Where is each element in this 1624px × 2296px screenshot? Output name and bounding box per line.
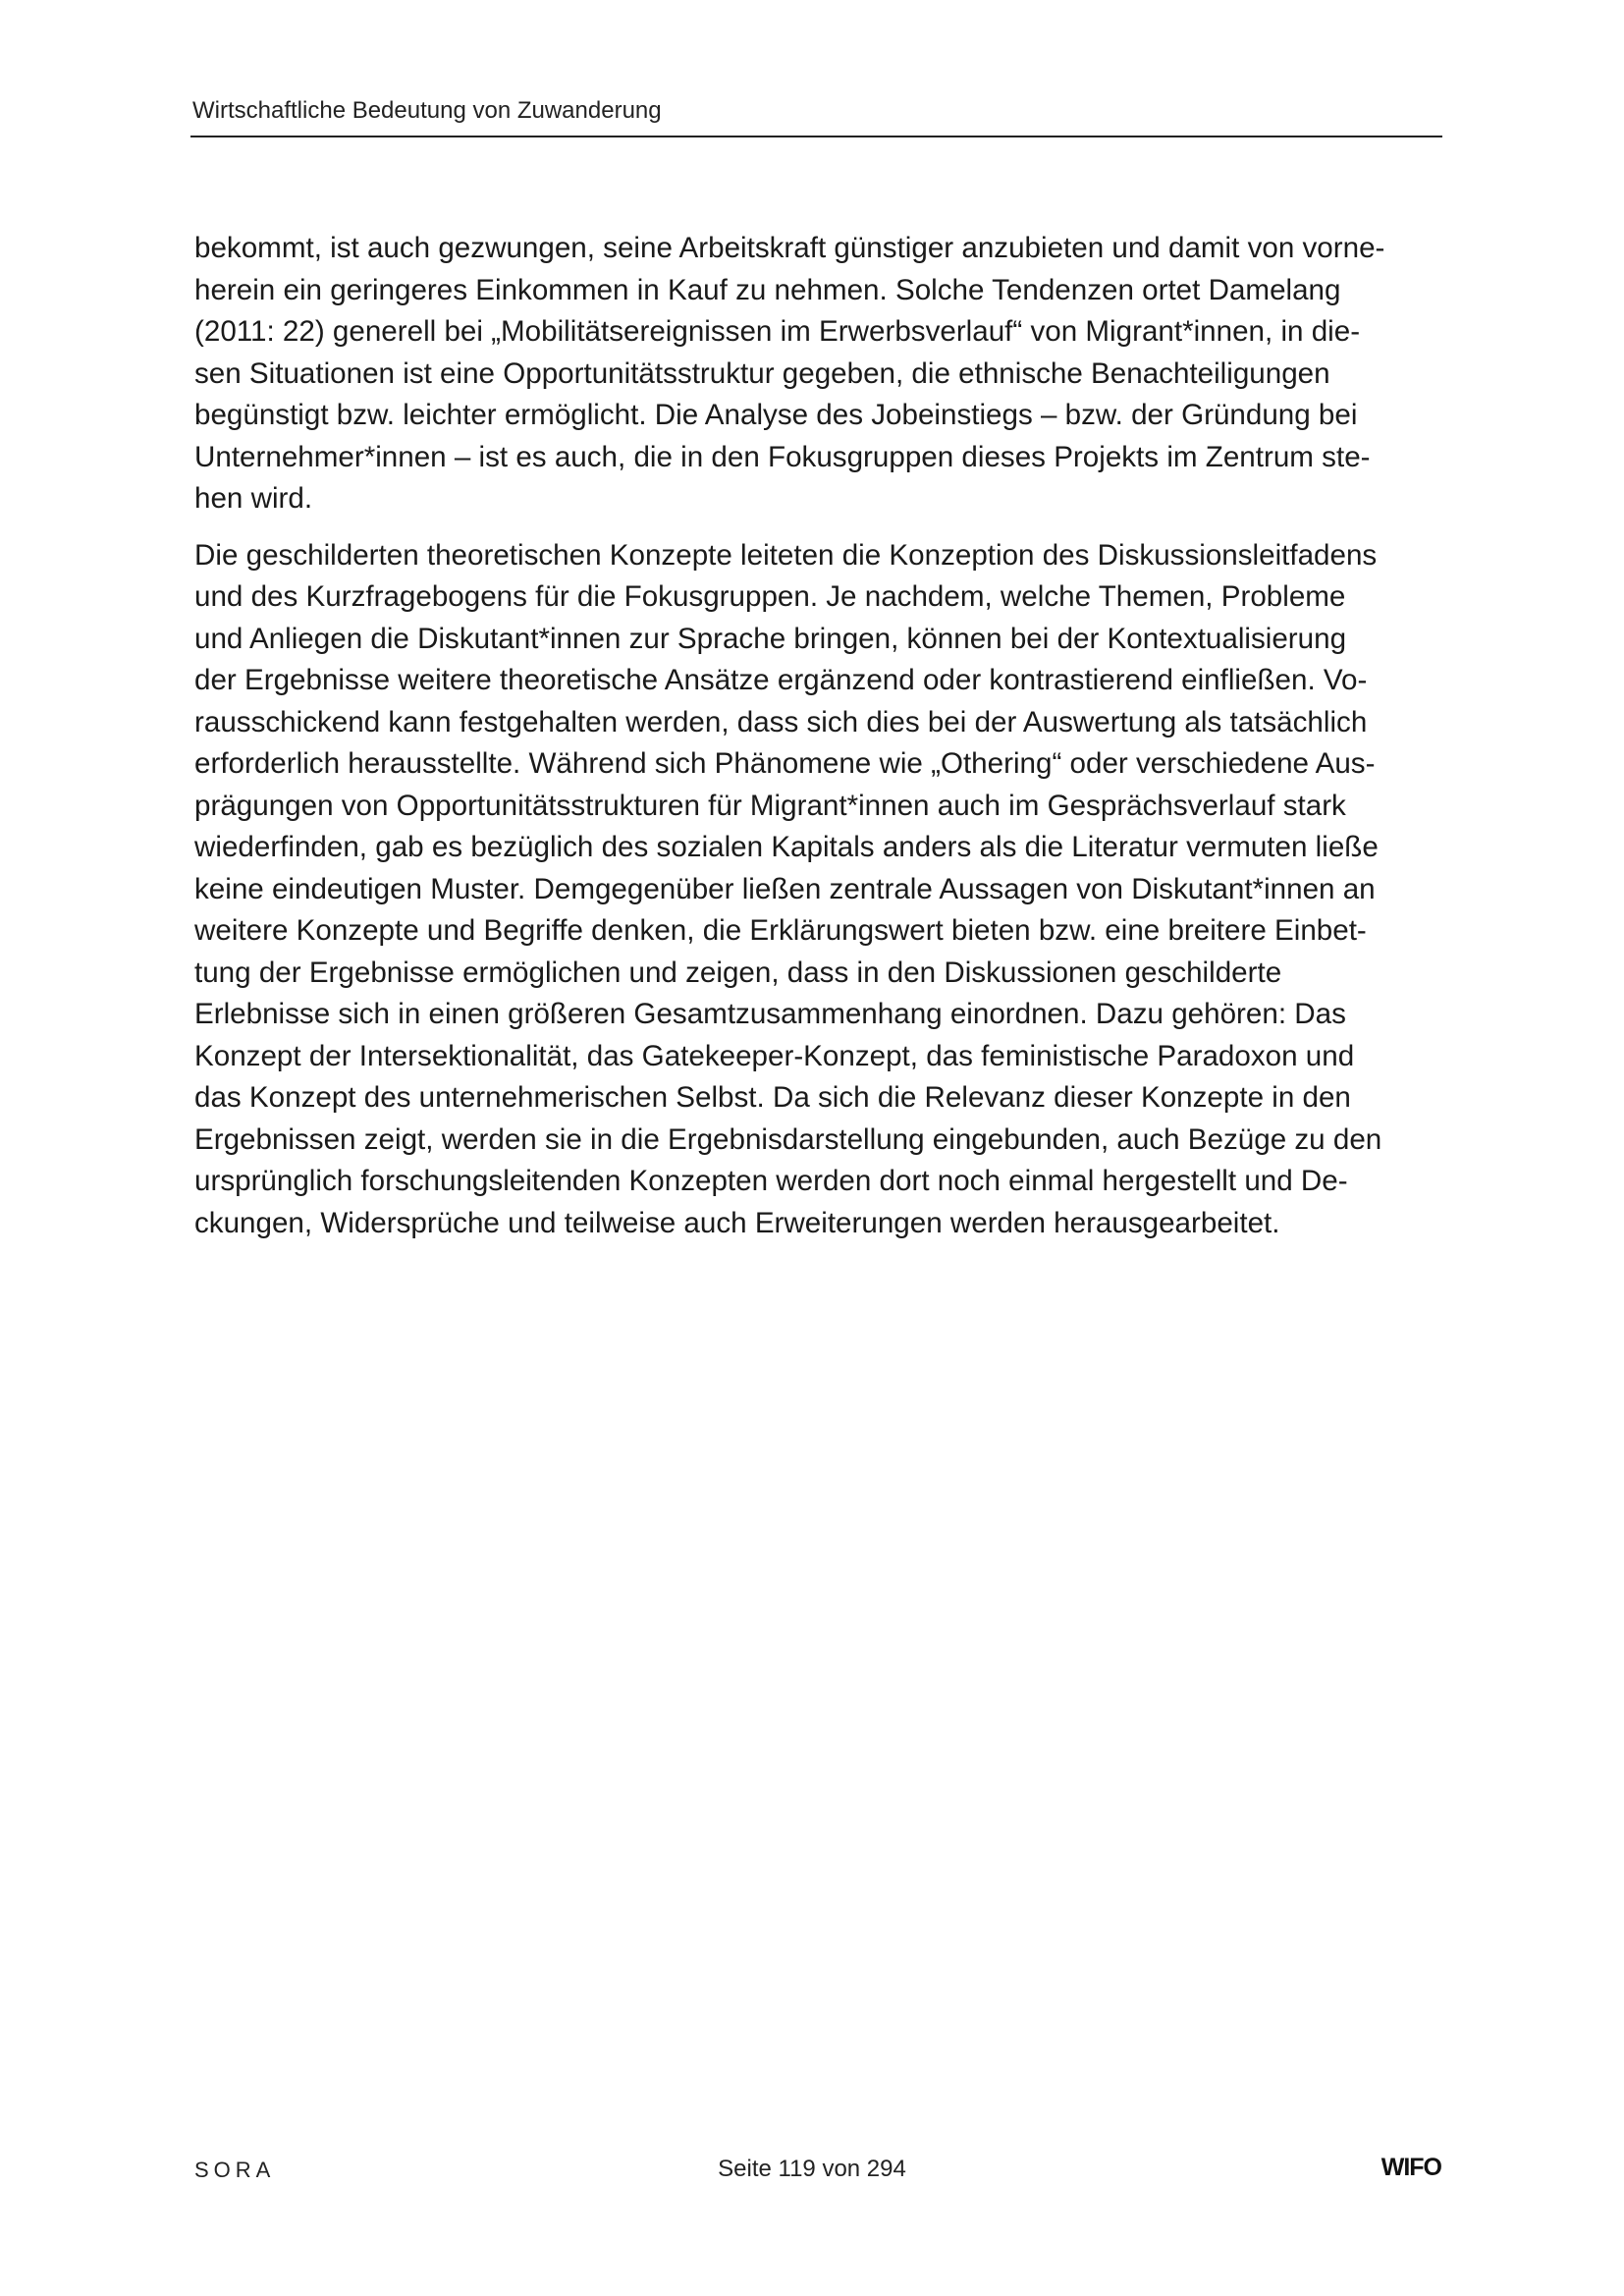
text-line: keine eindeutigen Muster. Demgegenüber ließen zentrale Aussagen von Diskutant*innen an <box>194 872 1376 905</box>
text-line: und Anliegen die Diskutant*innen zur Sprache bringen, können bei der Kontextualisierung <box>194 622 1347 655</box>
page-number: Seite 119 von 294 <box>718 2156 906 2182</box>
paragraph-1 <box>194 228 1446 520</box>
sora-logo: SORA <box>194 2158 276 2182</box>
text-line: Ergebnissen zeigt, werden sie in die Ergebnisdarstellung eingebunden, auch Bezüge zu den <box>194 1122 1382 1156</box>
text-line: prägungen von Opportunitätsstrukturen für Migrant*innen auch im Gesprächsverlauf stark <box>194 789 1346 822</box>
body-text <box>194 228 1446 1244</box>
paragraph-2 <box>194 535 1446 1245</box>
text-line: weitere Konzepte und Begriffe denken, die Erklärungswert bieten bzw. eine breitere Einbet- <box>194 914 1367 947</box>
text-line: ursprünglich forschungsleitenden Konzepten werden dort noch einmal hergestellt und De- <box>194 1165 1348 1197</box>
text-line: wiederfinden, gab es bezüglich des sozialen Kapitals anders als die Literatur vermuten ließe <box>194 831 1379 863</box>
text-line: rausschickend kann festgehalten werden, dass sich dies bei der Auswertung als tatsächlich <box>194 705 1368 738</box>
running-header: Wirtschaftliche Bedeutung von Zuwanderung <box>192 97 662 124</box>
text-line: und des Kurzfragebogens für die Fokusgruppen. Je nachdem, welche Themen, Probleme <box>194 580 1346 613</box>
wifo-logo: WIFO <box>1380 2154 1441 2181</box>
text-line: tung der Ergebnisse ermöglichen und zeigen, dass in den Diskussionen geschilderte <box>194 956 1282 989</box>
text-line: Erlebnisse sich in einen größeren Gesamtzusammenhang einordnen. Dazu gehören: Das <box>194 998 1346 1030</box>
text-line: hen wird. <box>194 482 313 515</box>
text-line: (2011: 22) generell bei „Mobilitätsereignissen im Erwerbsverlauf“ von Migrant*innen, in die- <box>194 315 1361 348</box>
text-line: herein ein geringeres Einkommen in Kauf zu nehmen. Solche Tendenzen ortet Damelang <box>194 273 1341 306</box>
text-line: Unternehmer*innen – ist es auch, die in den Fokusgruppen dieses Projekts im Zentrum ste- <box>194 440 1371 473</box>
text-line: ckungen, Widersprüche und teilweise auch Erweiterungen werden herausgearbeitet. <box>194 1206 1280 1239</box>
text-line: Die geschilderten theoretischen Konzepte leiteten die Konzeption des Diskussionsleitfadens <box>194 538 1378 572</box>
text-line: sen Situationen ist eine Opportunitätsstruktur gegeben, die ethnische Benachteiligungen <box>194 356 1330 390</box>
text-line: bekommt, ist auch gezwungen, seine Arbeitskraft günstiger anzubieten und damit von vorne- <box>194 232 1385 264</box>
text-line: begünstigt bzw. leichter ermöglicht. Die Analyse des Jobeinstiegs – bzw. der Gründung bei <box>194 399 1358 431</box>
text-line: erforderlich herausstellte. Während sich Phänomene wie „Othering“ oder verschiedene Aus- <box>194 747 1376 780</box>
text-line: das Konzept des unternehmerischen Selbst. Da sich die Relevanz dieser Konzepte in den <box>194 1081 1351 1114</box>
header-divider <box>190 136 1442 137</box>
text-line: der Ergebnisse weitere theoretische Ansätze ergänzend oder kontrastierend einfließen. Vo- <box>194 664 1368 696</box>
text-line: Konzept der Intersektionalität, das Gatekeeper-Konzept, das feministische Paradoxon und <box>194 1039 1355 1072</box>
